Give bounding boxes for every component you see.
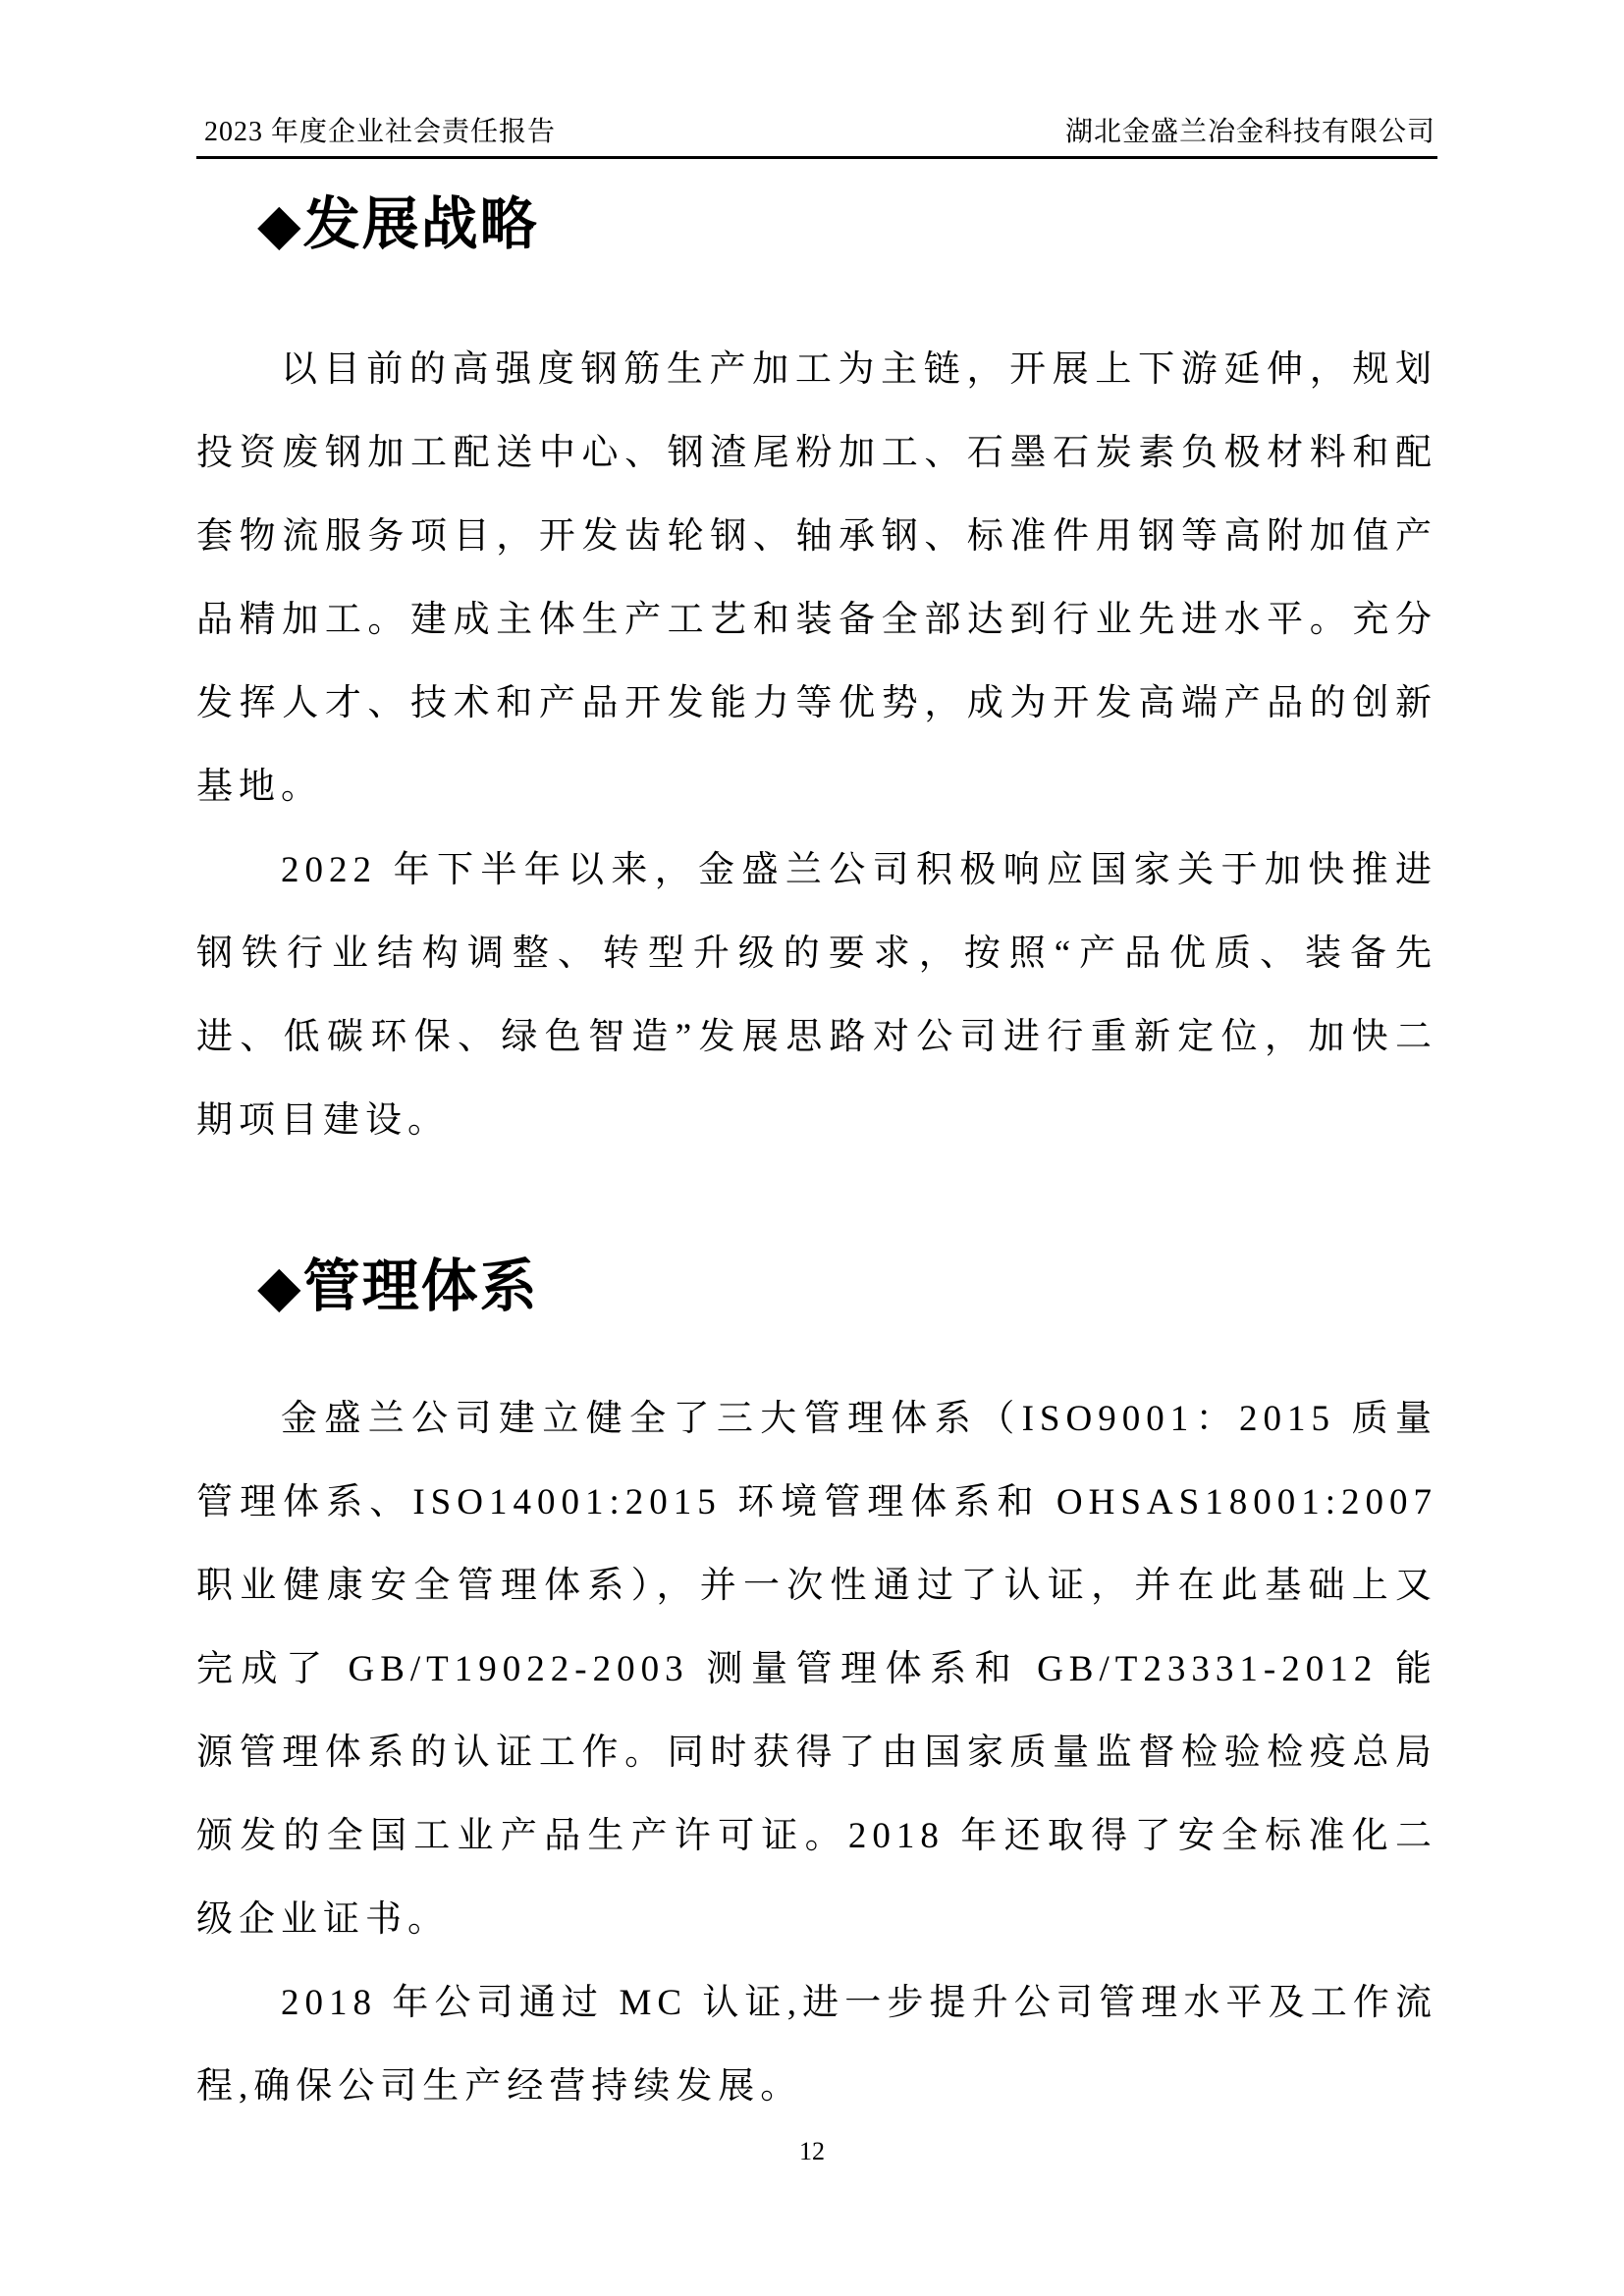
section-heading-development-strategy: ◆发展战略 — [257, 192, 539, 256]
page-number: 12 — [799, 2137, 825, 2165]
header-company-name: 湖北金盛兰冶金科技有限公司 — [1064, 117, 1435, 147]
paragraph-management-2: 2018 年公司通过 MC 认证,进一步提升公司管理水平及工作流程,确保公司生产经营持续发展。 — [196, 1983, 1437, 2108]
header-report-title: 2023 年度企业社会责任报告 — [204, 117, 557, 147]
paragraph-strategy-2: 2022 年下半年以来，金盛兰公司积极响应国家关于加快推进钢铁行业结构调整、转型升级的要求，按照“产品优质、装备先进、低碳环保、绿色智造”发展思路对公司进行重新定位，加快二期项目建设。 — [196, 849, 1437, 1141]
paragraph-strategy-1: 以目前的高强度钢筋生产加工为主链，开展上下游延伸，规划投资废钢加工配送中心、钢渣尾粉加工、石墨石炭素负极材料和配套物流服务项目，开发齿轮钢、轴承钢、标准件用钢等高附加值产品精加工。建成主体生产工艺和装备全部达到行业先进水平。充分发挥人才、技术和产品开发能力等优势，成为开发高端产品的创新基地。 — [196, 348, 1437, 807]
paragraph-management-1: 金盛兰公司建立健全了三大管理体系（ISO9001：2015 质量管理体系、ISO14001:2015 环境管理体系和 OHSAS18001:2007 职业健康安全管理体系），并一次性通过了认证，并在此基础上又完成了 GB/T19022-2003 测量管理体系和 GB/T23331-2012 能源管理体系的认证工作。同时获得了由国家质量监督检验检疫总局颁发的全国工业产品生产许可证。2018 年还取得了安全标准化二级企业证书。 — [196, 1399, 1437, 1941]
section-heading-management-system: ◆管理体系 — [257, 1254, 539, 1318]
page-header — [196, 110, 1437, 159]
